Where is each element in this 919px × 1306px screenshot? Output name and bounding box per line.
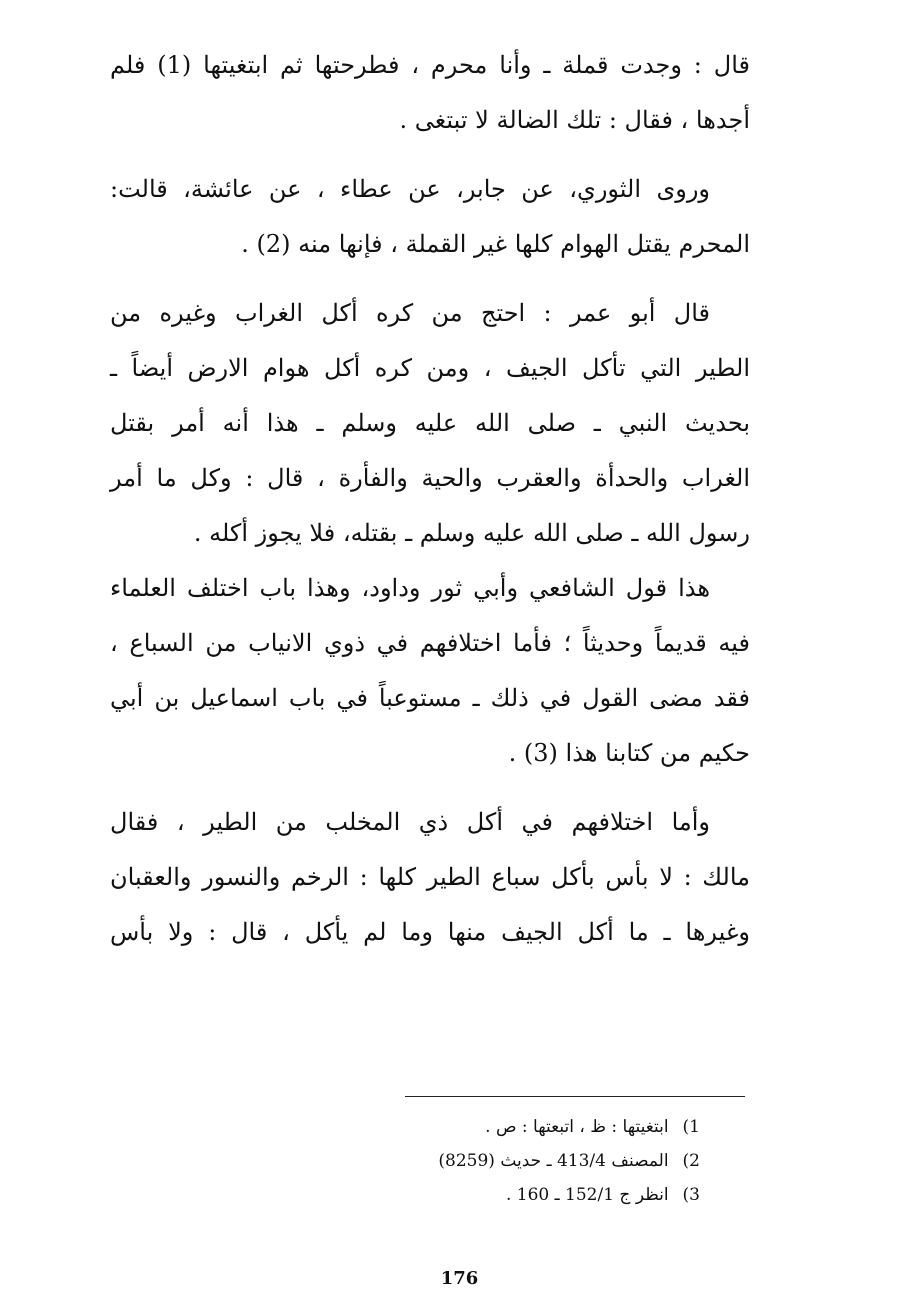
text-line: وروى الثوري، عن جابر، عن عطاء ، عن عائشة، قالت: (110, 175, 710, 203)
page-number: 176 (440, 1268, 479, 1289)
text-line: المحرم يقتل الهوام كلها غير القملة ، فإنها منه (2) . (241, 230, 750, 258)
footnote-number: 3) (682, 1185, 700, 1205)
paragraph-2 (110, 162, 750, 272)
text-line: قال : وجدت قملة ـ وأنا محرم ، فطرحتها ثم ابتغيتها (1) فلم (110, 51, 750, 79)
footnote-number: 2) (682, 1151, 700, 1171)
paragraph-3 (110, 286, 750, 781)
text-line: أجدها ، فقال : تلك الضالة لا تبتغى . (399, 106, 750, 134)
footnote-text: ابتغيتها : ظ ، اتبعتها : ص . (485, 1117, 669, 1137)
text-line: بحديث النبي ـ صلى الله عليه وسلم ـ هذا أنه أمر بقتل (110, 409, 751, 437)
footnote-3 (360, 1178, 700, 1212)
text-line: حكيم من كتابنا هذا (3) . (508, 739, 750, 767)
footnote-text: المصنف 413/4 ـ حديث (8259) (438, 1151, 669, 1171)
footnote-2 (360, 1144, 700, 1178)
footnote-1 (360, 1110, 700, 1144)
text-line: قال أبو عمر : احتج من كره أكل الغراب وغيره من (110, 299, 710, 327)
footnote-number: 1) (682, 1117, 700, 1137)
text-line: وأما اختلافهم في أكل ذي المخلب من الطير ، فقال (110, 808, 710, 836)
text-line: فقد مضى القول في ذلك ـ مستوعباً في باب اسماعيل بن أبي (110, 684, 750, 712)
paragraph-1 (110, 38, 750, 148)
text-line: مالك : لا بأس بأكل سباع الطير كلها : الرخم والنسور والعقبان (110, 863, 750, 891)
text-line: الطير التي تأكل الجيف ، ومن كره أكل هوام الارض أيضاً ـ (110, 354, 750, 382)
text-line: وغيرها ـ ما أكل الجيف منها وما لم يأكل ، قال : ولا بأس (110, 918, 750, 946)
text-line: فيه قديماً وحديثاً ؛ فأما اختلافهم في ذوي الانياب من السباع ، (110, 629, 750, 657)
text-line: الغراب والحدأة والعقرب والحية والفأرة ، قال : وكل ما أمر (110, 464, 750, 492)
footnote-divider (405, 1096, 745, 1097)
footnote-text: انظر ج 152/1 ـ 160 . (505, 1185, 669, 1205)
paragraph-4 (110, 795, 750, 960)
main-text (110, 38, 750, 960)
text-line: رسول الله ـ صلى الله عليه وسلم ـ بقتله، فلا يجوز أكله . (193, 519, 750, 547)
text-line: هذا قول الشافعي وأبي ثور وداود، وهذا باب اختلف العلماء (110, 574, 710, 602)
footnotes (360, 1110, 700, 1212)
